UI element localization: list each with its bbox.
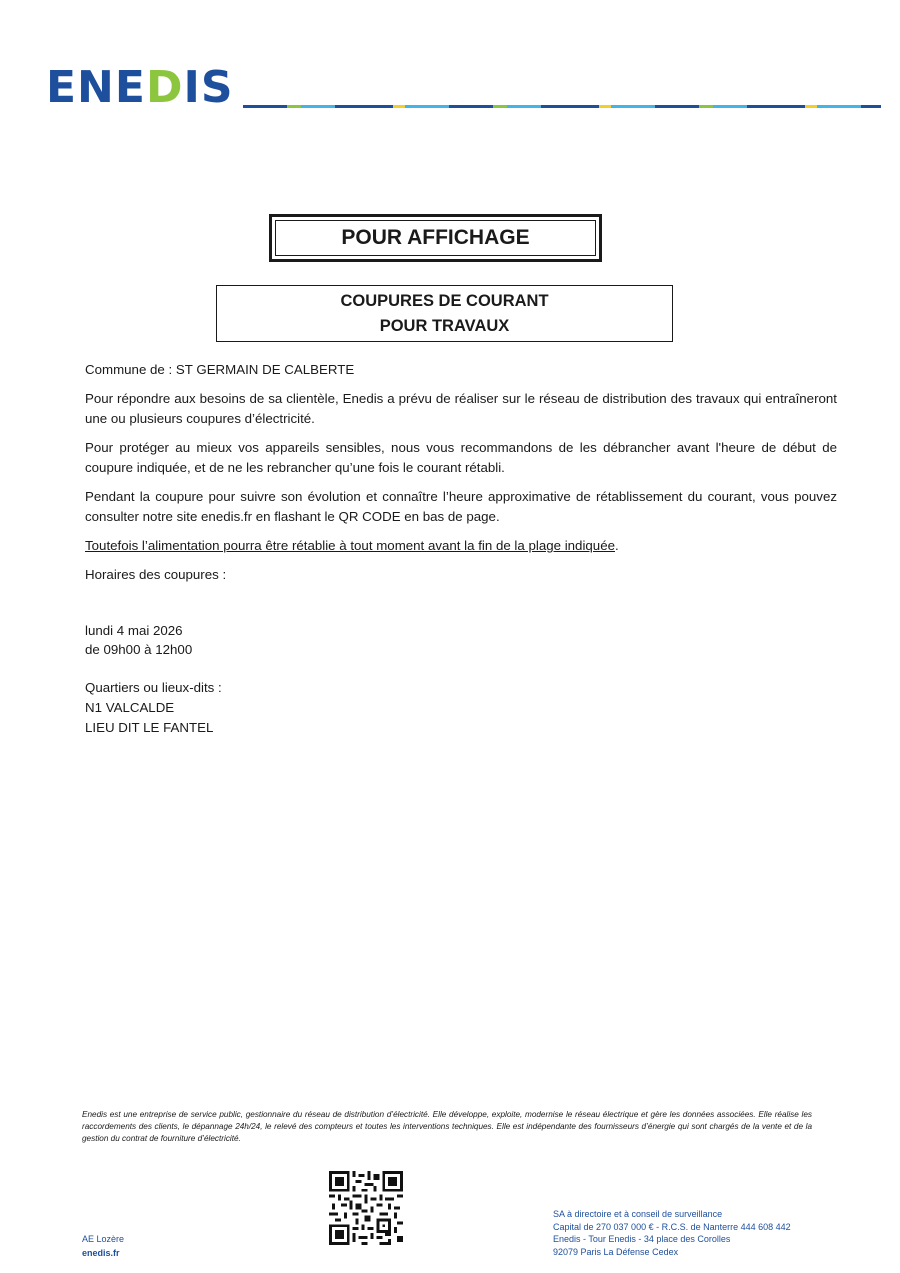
- company-info-line: Capital de 270 037 000 € - R.C.S. de Nanterre 444 608 442: [553, 1221, 791, 1232]
- outage-date: lundi 4 mai 2026: [85, 623, 183, 638]
- places-label: Quartiers ou lieux-dits :: [85, 680, 222, 695]
- place-item: N1 VALCALDE: [85, 700, 175, 715]
- intro-paragraph: Pour répondre aux besoins de sa clientèle, Enedis a prévu de réaliser sur le réseau de distribution des travaux qui entraîneront une ou plusieurs coupures d’électricité.: [85, 391, 837, 426]
- enedis-logo: [46, 62, 234, 113]
- company-info: [553, 1208, 791, 1258]
- warning-text: Toutefois l’alimentation pourra être rétablie à tout moment avant la fin de la plage indiquée: [85, 538, 615, 553]
- footer-left: [82, 1232, 124, 1260]
- company-info-line: 92079 Paris La Défense Cedex: [553, 1246, 679, 1257]
- schedule-label: Horaires des coupures :: [85, 567, 227, 582]
- outage-time: de 09h00 à 12h00: [85, 642, 193, 657]
- notice-title-line1: COUPURES DE COURANT: [340, 291, 549, 310]
- qr-code[interactable]: [329, 1171, 403, 1245]
- company-info-line: Enedis - Tour Enedis - 34 place des Corolles: [553, 1234, 731, 1244]
- display-label: POUR AFFICHAGE: [275, 220, 596, 256]
- advice-paragraph: Pour protéger au mieux vos appareils sensibles, nous vous recommandons de les débrancher avant l'heure de début de coupure indiquée, et de ne les rebrancher qu’une fois le courant rétabli.: [85, 440, 837, 475]
- warning-line: [85, 536, 837, 556]
- legal-notice: Enedis est une entreprise de service public, gestionnaire du réseau de distribution d’électricité. Elle développe, exploite, modernise le réseau électrique et gère les données associées. Elle réalise les raccordements des clients, le dépannage 24h/24, le relevé des compteurs et toutes les interventions techniques. Elle est indépendante des fournisseurs d’énergie qui sont chargés de la vente et de la gestion du contrat de fourniture d’électricité.: [82, 1110, 812, 1143]
- notice-title-box: [216, 285, 673, 342]
- logo-wordmark: ENEDIS: [46, 62, 234, 113]
- notice-title-line2: POUR TRAVAUX: [379, 316, 510, 335]
- region-label: AE Lozère: [82, 1234, 125, 1244]
- notice-body: [85, 360, 837, 738]
- warning-period: .: [615, 538, 619, 553]
- commune-line: Commune de : ST GERMAIN DE CALBERTE: [85, 362, 355, 377]
- header-color-rule: [243, 105, 881, 108]
- display-label-box: [269, 214, 602, 262]
- qr-info-paragraph: Pendant la coupure pour suivre son évolution et connaître l’heure approximative de rétablissement du courant, vous pouvez consulter notre site enedis.fr en flashant le QR CODE en bas de page.: [85, 489, 837, 524]
- website-link[interactable]: enedis.fr: [82, 1248, 120, 1258]
- company-info-line: SA à directoire et à conseil de surveillance: [553, 1209, 723, 1219]
- place-item: LIEU DIT LE FANTEL: [85, 720, 214, 735]
